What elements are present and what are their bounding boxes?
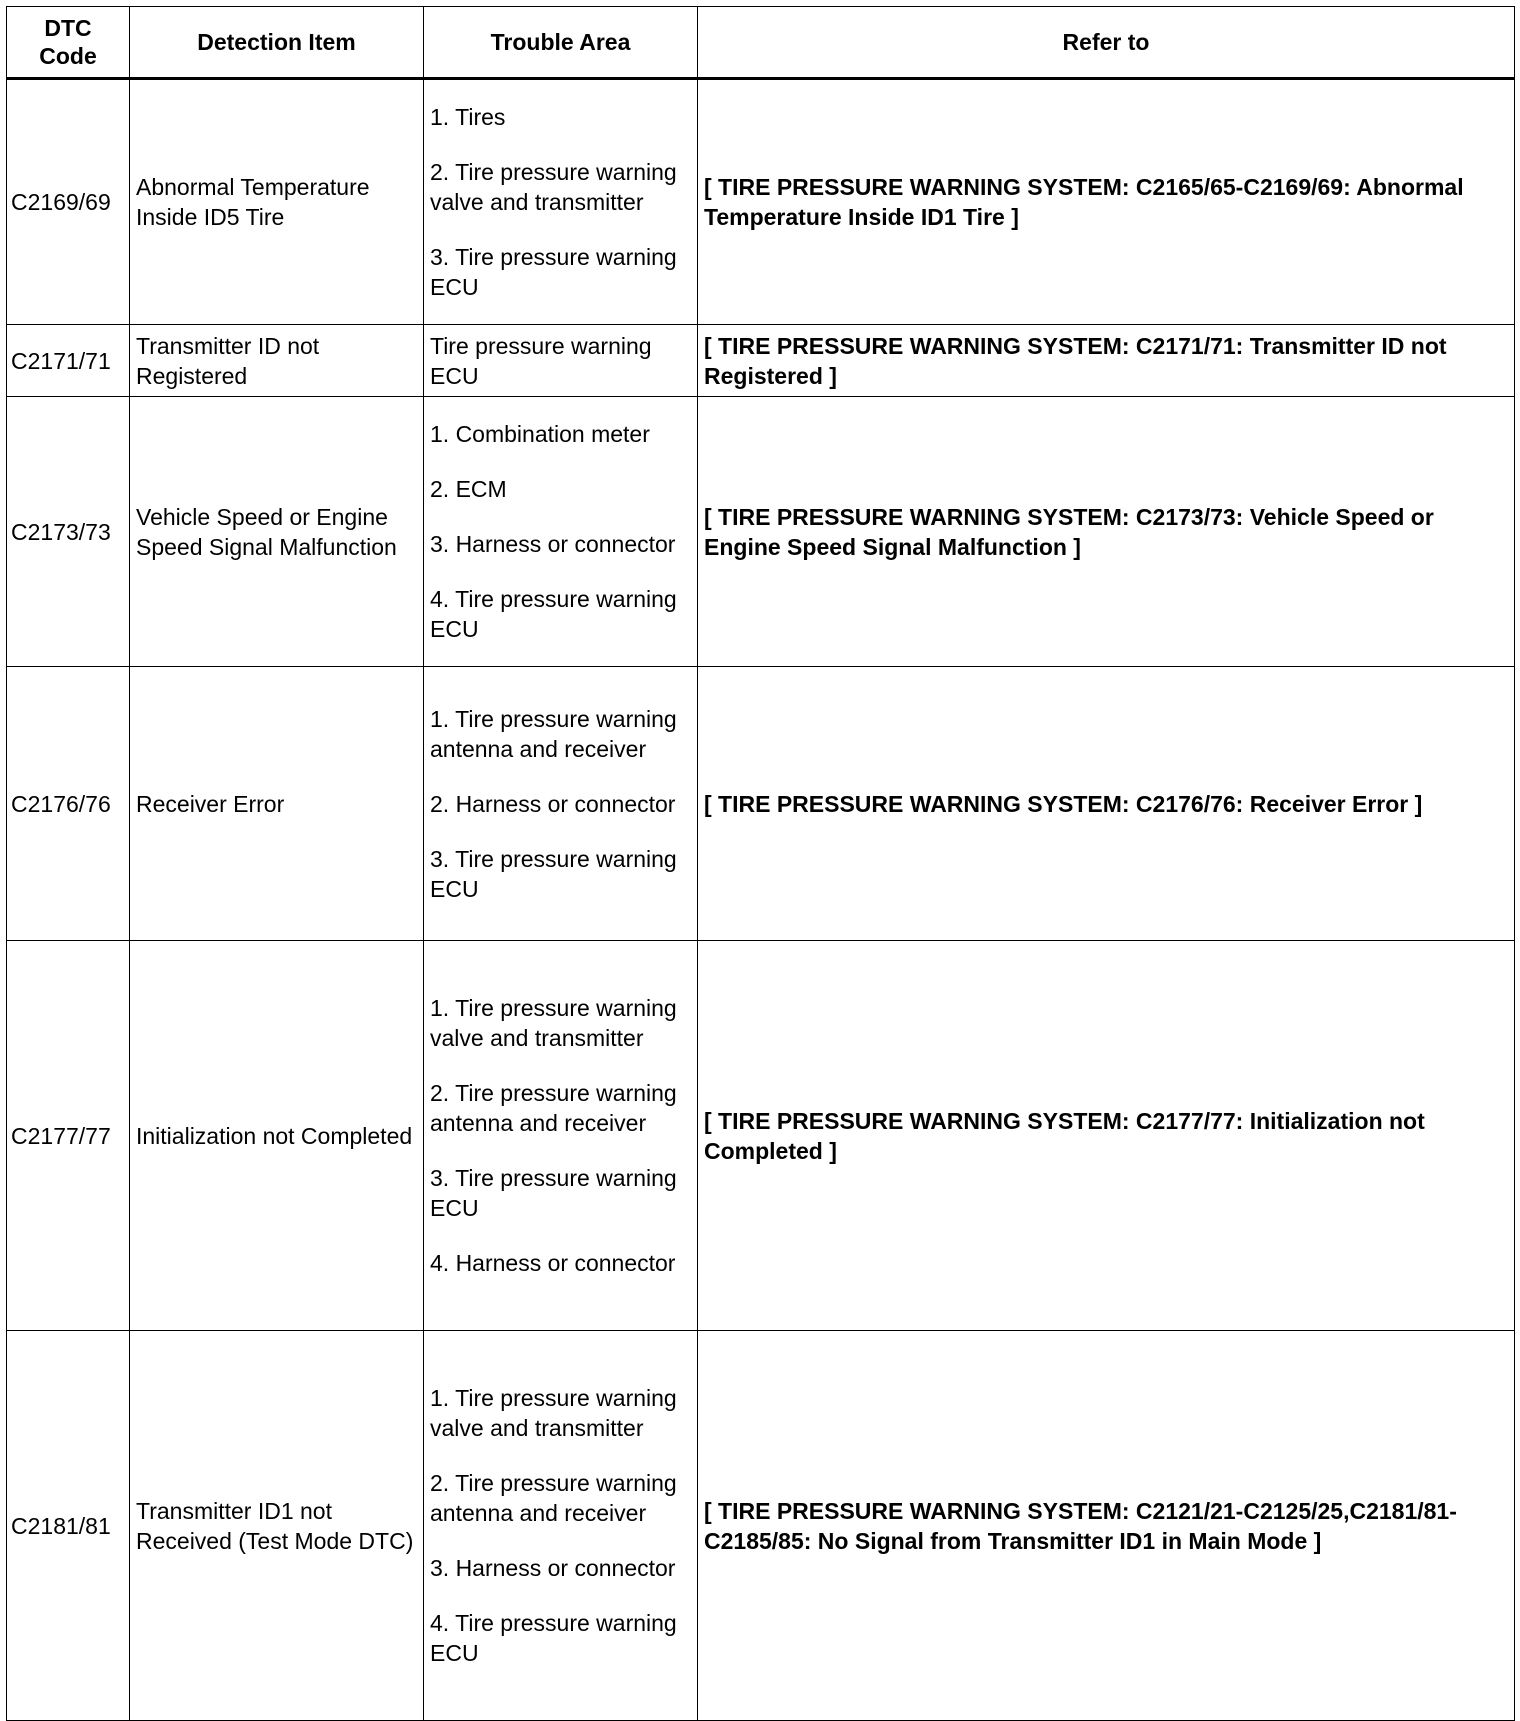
trouble-area-item: 4. Tire pressure warning ECU	[430, 586, 677, 642]
header-refer-to: Refer to	[698, 7, 1515, 79]
refer-to-link[interactable]: [ TIRE PRESSURE WARNING SYSTEM: C2177/77: Initialization not Completed ]	[698, 941, 1515, 1331]
refer-to-link[interactable]: [ TIRE PRESSURE WARNING SYSTEM: C2171/71: Transmitter ID not Registered ]	[698, 325, 1515, 397]
trouble-area-item: 1. Tires	[430, 104, 506, 130]
header-dtc-code-label: DTC Code	[39, 15, 97, 69]
trouble-area-cell	[424, 325, 698, 397]
header-trouble-area: Trouble Area	[424, 7, 698, 79]
trouble-area-item: 3. Tire pressure warning ECU	[430, 1165, 677, 1221]
trouble-area-cell	[424, 397, 698, 667]
trouble-area-item: 2. Tire pressure warning antenna and receiver	[430, 1470, 677, 1526]
trouble-area-item: 2. ECM	[430, 476, 507, 502]
trouble-area-item: 4. Harness or connector	[430, 1250, 676, 1276]
trouble-area-item: 1. Tire pressure warning antenna and receiver	[430, 705, 677, 762]
table-body	[7, 79, 1515, 1721]
table-row	[7, 397, 1515, 667]
table-row	[7, 941, 1515, 1331]
refer-to-link[interactable]: [ TIRE PRESSURE WARNING SYSTEM: C2121/21-C2125/25,C2181/81-C2185/85: No Signal from Transmitter ID1 in Main Mode ]	[698, 1331, 1515, 1721]
dtc-code-cell: C2177/77	[7, 941, 130, 1331]
trouble-area-cell	[424, 79, 698, 325]
trouble-area-item: 1. Combination meter	[430, 421, 650, 447]
refer-to-link[interactable]: [ TIRE PRESSURE WARNING SYSTEM: C2165/65-C2169/69: Abnormal Temperature Inside ID1 Tire ]	[698, 79, 1515, 325]
detection-item-cell: Transmitter ID not Registered	[130, 325, 424, 397]
trouble-area-cell	[424, 941, 698, 1331]
header-row	[7, 7, 1515, 79]
table-header	[7, 7, 1515, 79]
header-detection-item: Detection Item	[130, 7, 424, 79]
dtc-code-cell: C2181/81	[7, 1331, 130, 1721]
dtc-code-cell: C2171/71	[7, 325, 130, 397]
dtc-code-cell: C2176/76	[7, 667, 130, 941]
trouble-area-item: 3. Tire pressure warning ECU	[430, 244, 677, 300]
refer-to-link[interactable]: [ TIRE PRESSURE WARNING SYSTEM: C2176/76: Receiver Error ]	[698, 667, 1515, 941]
trouble-area-item: 2. Tire pressure warning valve and transmitter	[430, 159, 677, 215]
header-dtc-code	[7, 7, 130, 79]
dtc-code-cell: C2169/69	[7, 79, 130, 325]
detection-item-cell: Abnormal Temperature Inside ID5 Tire	[130, 79, 424, 325]
trouble-area-cell	[424, 1331, 698, 1721]
dtc-code-cell: C2173/73	[7, 397, 130, 667]
dtc-table	[6, 6, 1515, 1721]
detection-item-cell: Transmitter ID1 not Received (Test Mode DTC)	[130, 1331, 424, 1721]
trouble-area-item: 1. Tire pressure warning valve and transmitter	[430, 995, 677, 1051]
table-row	[7, 1331, 1515, 1721]
trouble-area-item: Tire pressure warning ECU	[430, 332, 652, 389]
table-row	[7, 325, 1515, 397]
trouble-area-item: 4. Tire pressure warning ECU	[430, 1610, 677, 1666]
table-row	[7, 667, 1515, 941]
trouble-area-item: 3. Harness or connector	[430, 1555, 676, 1581]
trouble-area-cell	[424, 667, 698, 941]
detection-item-cell: Receiver Error	[130, 667, 424, 941]
detection-item-cell: Initialization not Completed	[130, 941, 424, 1331]
trouble-area-item: 3. Tire pressure warning ECU	[430, 845, 677, 902]
trouble-area-item: 1. Tire pressure warning valve and transmitter	[430, 1385, 677, 1441]
table-row	[7, 79, 1515, 325]
detection-item-cell: Vehicle Speed or Engine Speed Signal Malfunction	[130, 397, 424, 667]
trouble-area-item: 3. Harness or connector	[430, 531, 676, 557]
refer-to-link[interactable]: [ TIRE PRESSURE WARNING SYSTEM: C2173/73: Vehicle Speed or Engine Speed Signal Malfunction ]	[698, 397, 1515, 667]
trouble-area-item: 2. Tire pressure warning antenna and receiver	[430, 1080, 677, 1136]
trouble-area-item: 2. Harness or connector	[430, 790, 676, 817]
